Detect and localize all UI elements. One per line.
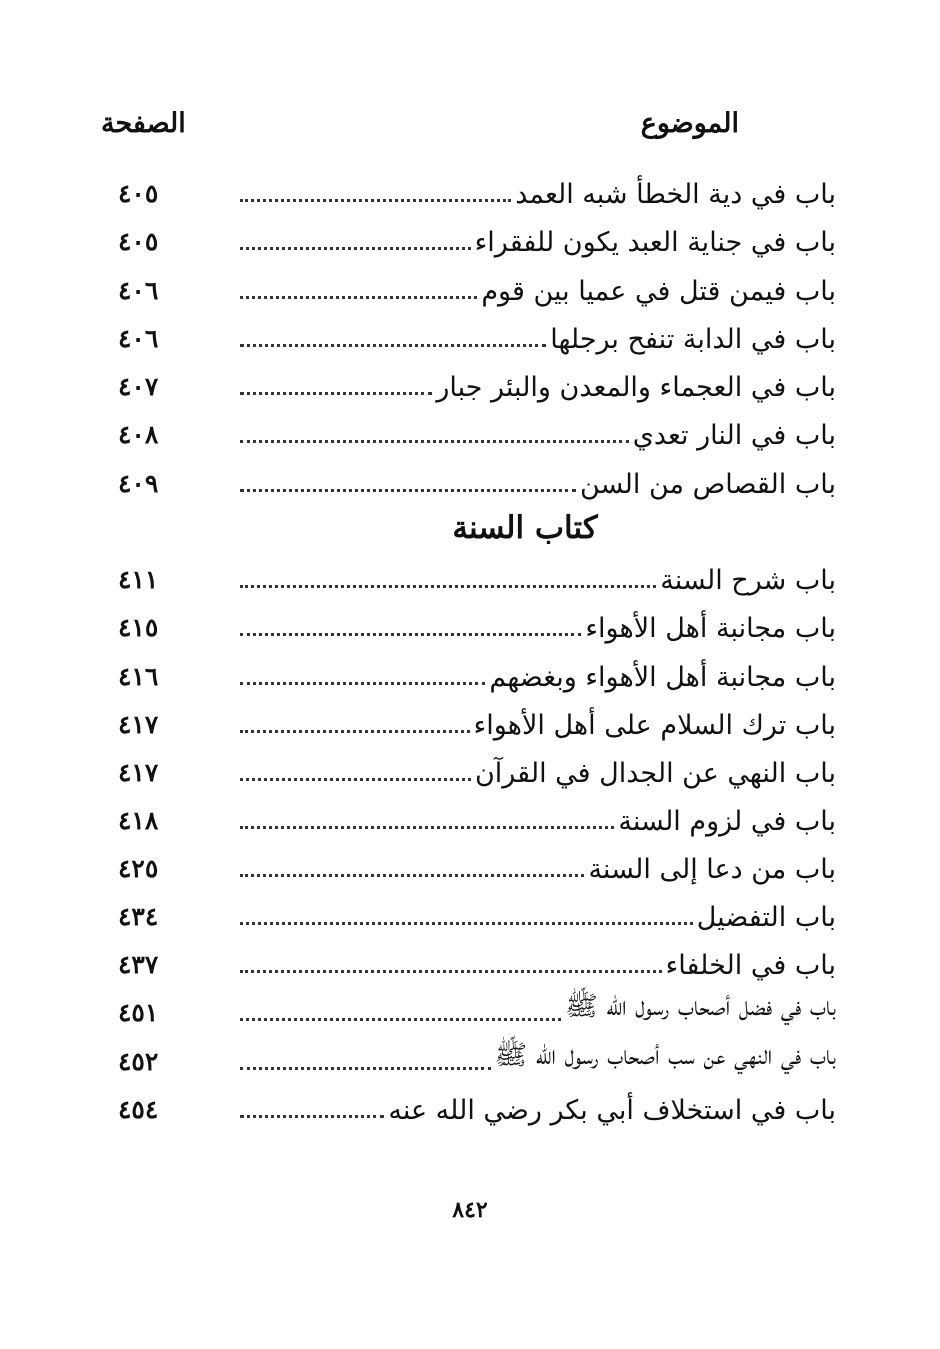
dot-leader — [240, 439, 629, 443]
toc-entry-title: باب في النهي عن سب أصحاب رسول الله ﷺ — [494, 1040, 836, 1071]
toc-entry-page: ٤٢٥ — [118, 854, 159, 883]
dot-leader — [240, 873, 584, 877]
toc-entry — [118, 218, 836, 260]
toc-entry — [118, 460, 836, 502]
toc-entry — [118, 989, 836, 1031]
toc-entry — [118, 797, 836, 839]
toc-entry-page: ٤٥٢ — [118, 1047, 159, 1076]
toc-entry-page: ٤١٧ — [118, 710, 159, 739]
toc-entry-title: باب فيمن قتل في عميا بين قوم — [481, 276, 836, 307]
toc-entry-page: ٤١٥ — [118, 613, 159, 642]
toc-entry-page: ٤٠٥ — [118, 227, 159, 256]
toc-entry-page: ٤١٦ — [118, 662, 159, 691]
toc-entry — [118, 1038, 836, 1080]
dot-leader — [240, 825, 614, 829]
toc-entry — [118, 749, 836, 791]
dot-leader — [240, 391, 432, 395]
toc-entry — [118, 267, 836, 309]
page-column-heading: الصفحة — [101, 108, 186, 139]
dot-leader — [240, 729, 470, 733]
toc-entry-page: ٤٠٥ — [118, 179, 159, 208]
toc-entry — [118, 1086, 836, 1128]
toc-entry-title: باب في استخلاف أبي بكر رضي الله عنه — [388, 1095, 836, 1126]
dot-leader — [240, 969, 662, 973]
toc-entry-page: ٤١٧ — [118, 758, 159, 787]
toc-entry-title: باب القصاص من السن — [580, 469, 836, 500]
toc-entry-page: ٤٣٧ — [118, 950, 159, 979]
toc-entry-page: ٤٠٦ — [118, 324, 159, 353]
toc-entry — [118, 315, 836, 357]
toc-entry-title: باب النهي عن الجدال في القرآن — [474, 758, 836, 789]
toc-entry — [118, 411, 836, 453]
toc-entry-title: باب ترك السلام على أهل الأهواء — [473, 710, 836, 741]
page-number: ٨٤٢ — [452, 1197, 488, 1223]
toc-entry-page: ٤١٨ — [118, 806, 159, 835]
toc-entry-title: باب شرح السنة — [660, 565, 836, 596]
toc-entry-page: ٤٣٤ — [118, 902, 159, 931]
topic-column-heading: الموضوع — [640, 108, 739, 139]
toc-entry — [118, 845, 836, 887]
toc-entry-title: باب في دية الخطأ شبه العمد — [515, 179, 836, 210]
section-heading: كتاب السنة — [452, 510, 598, 546]
toc-entry-title: باب مجانبة أهل الأهواء — [585, 613, 836, 644]
toc-entry-page: ٤٠٨ — [118, 420, 159, 449]
dot-leader — [240, 681, 485, 685]
toc-entry-title: باب في الخلفاء — [665, 950, 836, 981]
toc-entry — [118, 653, 836, 695]
toc-entry-title: باب في فضل أصحاب رسول الله ﷺ — [565, 991, 836, 1022]
toc-entry-page: ٤٥١ — [118, 998, 159, 1027]
dot-leader — [240, 1017, 561, 1021]
dot-leader — [240, 777, 471, 781]
toc-entry — [118, 556, 836, 598]
dot-leader — [240, 584, 656, 588]
dot-leader — [240, 246, 471, 250]
toc-entry — [118, 604, 836, 646]
toc-entry — [118, 941, 836, 983]
toc-entry-title: باب مجانبة أهل الأهواء وبغضهم — [489, 662, 836, 693]
dot-leader — [240, 198, 511, 202]
dot-leader — [240, 488, 576, 492]
toc-entry-title: باب التفضيل — [696, 902, 836, 933]
toc-entry-title: باب في جناية العبد يكون للفقراء — [474, 227, 836, 258]
toc-entry-page: ٤٠٩ — [118, 469, 159, 498]
dot-leader — [240, 1114, 384, 1118]
toc-entry — [118, 363, 836, 405]
toc-entry-title: باب في الدابة تنفح برجلها — [550, 324, 836, 355]
toc-entry-title: باب في العجماء والمعدن والبئر جبار — [436, 372, 836, 403]
dot-leader — [240, 1066, 491, 1070]
toc-entry — [118, 170, 836, 212]
dot-leader — [240, 295, 477, 299]
toc-entry — [118, 893, 836, 935]
toc-header — [95, 108, 745, 148]
toc-entry-title: باب في النار تعدي — [632, 420, 836, 451]
toc-entry — [118, 701, 836, 743]
toc-entry-title: باب من دعا إلى السنة — [588, 854, 836, 885]
toc-entry-page: ٤١١ — [118, 565, 159, 594]
toc-entry-title: باب في لزوم السنة — [618, 806, 836, 837]
dot-leader — [240, 921, 693, 925]
toc-entry-page: ٤٥٤ — [118, 1095, 159, 1124]
dot-leader — [240, 632, 581, 636]
toc-entry-page: ٤٠٧ — [118, 372, 159, 401]
toc-entry-page: ٤٠٦ — [118, 276, 159, 305]
dot-leader — [240, 343, 546, 347]
